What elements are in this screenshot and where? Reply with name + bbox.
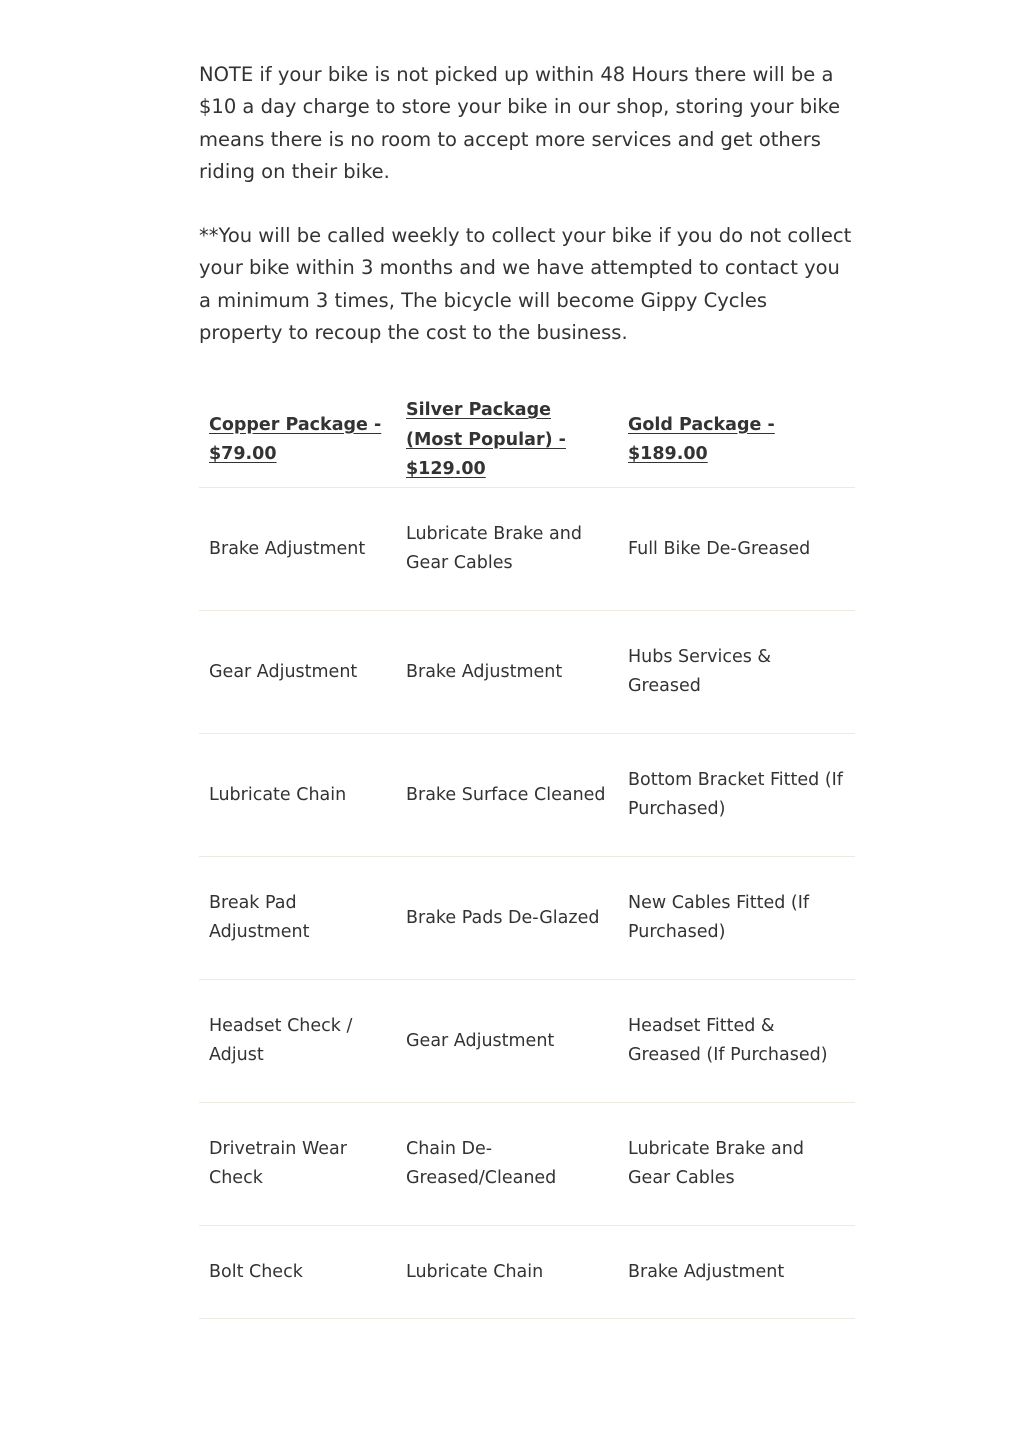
copper-item: Break Pad Adjustment bbox=[199, 857, 396, 980]
gold-item: Full Bike De-Greased bbox=[618, 488, 855, 611]
table-row bbox=[199, 488, 855, 611]
copper-package-header: Copper Package - $79.00 bbox=[199, 393, 396, 488]
gold-item: Hubs Services & Greased bbox=[618, 611, 855, 734]
silver-item: Brake Adjustment bbox=[396, 611, 618, 734]
gold-item: Lubricate Brake and Gear Cables bbox=[618, 1103, 855, 1226]
table-row bbox=[199, 1226, 855, 1319]
table-row bbox=[199, 611, 855, 734]
page-content bbox=[199, 59, 855, 1319]
gold-package-header: Gold Package - $189.00 bbox=[618, 393, 855, 488]
silver-item: Lubricate Chain bbox=[396, 1226, 618, 1319]
copper-item: Drivetrain Wear Check bbox=[199, 1103, 396, 1226]
table-row bbox=[199, 734, 855, 857]
service-packages-table bbox=[199, 393, 855, 1319]
pickup-note: NOTE if your bike is not picked up within 48 Hours there will be a $10 a day charge to store your bike in our shop, storing your bike means there is no room to accept more services and get others riding on their bike. bbox=[199, 63, 841, 183]
copper-item: Headset Check / Adjust bbox=[199, 980, 396, 1103]
gold-item: Headset Fitted & Greased (If Purchased) bbox=[618, 980, 855, 1103]
silver-package-header: Silver Package (Most Popular) - $129.00 bbox=[396, 393, 618, 488]
gold-item: Bottom Bracket Fitted (If Purchased) bbox=[618, 734, 855, 857]
gold-item: New Cables Fitted (If Purchased) bbox=[618, 857, 855, 980]
table-row bbox=[199, 980, 855, 1103]
silver-item: Chain De-Greased/Cleaned bbox=[396, 1103, 618, 1226]
copper-item: Lubricate Chain bbox=[199, 734, 396, 857]
copper-item: Bolt Check bbox=[199, 1226, 396, 1319]
copper-item: Brake Adjustment bbox=[199, 488, 396, 611]
table-row bbox=[199, 857, 855, 980]
silver-item: Lubricate Brake and Gear Cables bbox=[396, 488, 618, 611]
copper-item: Gear Adjustment bbox=[199, 611, 396, 734]
table-row bbox=[199, 1103, 855, 1226]
collection-note: **You will be called weekly to collect your bike if you do not collect your bike within 3 months and we have attempted to contact you a minimum 3 times, The bicycle will become Gippy Cycles property to recoup the cost to the business. bbox=[199, 224, 852, 345]
table-header-row bbox=[199, 393, 855, 488]
silver-item: Brake Pads De-Glazed bbox=[396, 857, 618, 980]
silver-item: Gear Adjustment bbox=[396, 980, 618, 1103]
gold-item: Brake Adjustment bbox=[618, 1226, 855, 1319]
silver-item: Brake Surface Cleaned bbox=[396, 734, 618, 857]
